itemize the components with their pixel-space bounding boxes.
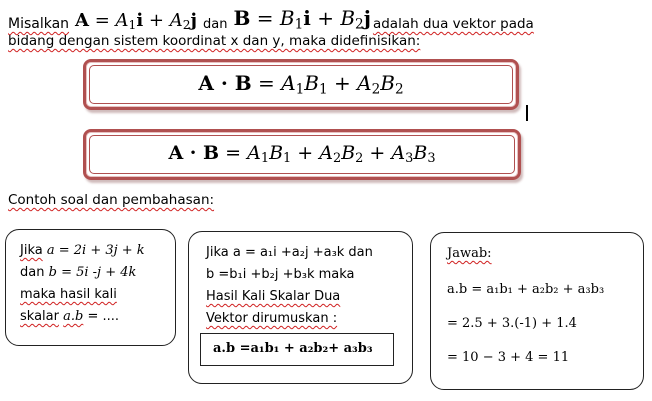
question-line-3: maka hasil kali (20, 287, 117, 302)
formula-card-line-3: Hasil Kali Skalar Dua (206, 289, 341, 304)
vector-a-definition: $A = A_1i + A_2j$ (75, 9, 198, 32)
section-heading: Contoh soal dan pembahasan: (8, 192, 215, 208)
formula-card-line-4: Vektor dirumuskan : (206, 311, 338, 326)
formula-card-line-1: Jika a = a₁i +a₂j +a₃k dan (206, 245, 373, 260)
vector-b-definition: $B = B_1i + B_2j$ (233, 5, 371, 32)
answer-line-1: a.b = a₁b₁ + a₂b₂ + a₃b₃ (447, 282, 605, 297)
question-card (5, 229, 176, 346)
answer-card (430, 232, 644, 390)
answer-title: Jawab: (447, 246, 492, 261)
answer-line-3: = 10 − 3 + 4 = 11 (447, 350, 570, 365)
formula-card-answer: a.b =a₁b₁ + a₂b₂+ a₃b₃ (213, 341, 373, 356)
dot-product-3d-formula: $A \cdot B = A_1B_1 + A_2B_2 + A_3B_3$ (83, 129, 521, 180)
question-line-4: skalar a.b = .... (20, 309, 120, 324)
answer-line-2: = 2.5 + 3.(-1) + 1.4 (447, 316, 577, 331)
text-cursor (526, 105, 528, 121)
intro-line-1 (8, 6, 534, 32)
intro-text-tail: adalah dua vektor pada (372, 16, 534, 32)
intro-line-2: bidang dengan sistem koordinat x dan y, maka didefinisikan: (8, 33, 421, 49)
dot-product-2d-formula: $A \cdot B = A_1B_1 + A_2B_2$ (83, 59, 519, 110)
formula-card-answer-box (200, 333, 394, 366)
vector-a-values: a = 2i + 3j + k (46, 243, 145, 258)
formula-card-line-2: b =b₁i +b₂j +b₃k maka (206, 267, 355, 282)
intro-word-misalkan: Misalkan (8, 16, 70, 32)
vector-b-values: b = 5i -j + 4k (48, 265, 137, 280)
question-line-2: dan b = 5i -j + 4k (20, 265, 137, 280)
intro-word-dan: dan (203, 17, 228, 32)
question-line-1: Jika a = 2i + 3j + k (20, 243, 145, 258)
